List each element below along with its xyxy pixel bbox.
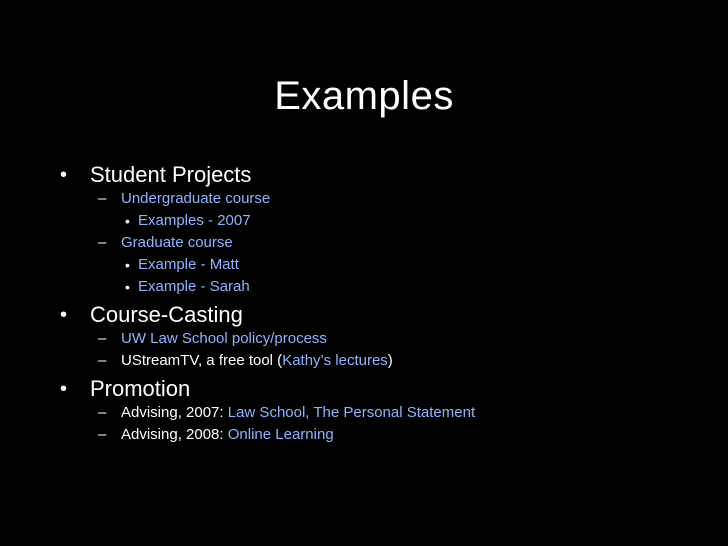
dash-icon: – [98,426,107,443]
section-label: Student Projects [90,162,252,187]
online-learning-link[interactable]: Online Learning [227,426,334,443]
examples-2007-link[interactable]: Examples - 2007 [138,212,251,229]
list-item [60,350,700,372]
kathys-lectures-link[interactable]: Kathy’s lectures [282,352,388,369]
dash-icon: – [98,352,107,369]
section-course-casting [60,302,700,328]
dash-icon: – [98,190,107,207]
section-label: Promotion [90,376,191,401]
dash-icon: – [98,234,107,251]
section-label: Course-Casting [90,302,243,327]
list-item [60,424,700,446]
list-item [60,276,700,298]
bullet-list [60,162,700,446]
bullet-icon: • [125,279,130,295]
bullet-icon: • [125,213,130,229]
item-text: ) [387,352,393,369]
list-item [60,254,700,276]
list-item [60,402,700,424]
bullet-icon: • [125,257,130,273]
bullet-icon: • [60,164,68,186]
list-item [60,328,700,350]
dash-icon: – [98,404,107,421]
section-promotion [60,376,700,402]
item-text: UStreamTV, a free tool ( [121,352,283,369]
item-text: Advising, 2007: [121,404,228,421]
bullet-icon: • [60,378,68,400]
example-sarah-link[interactable]: Example - Sarah [138,278,250,295]
dash-icon: – [98,330,107,347]
undergraduate-course-link[interactable]: Undergraduate course [121,190,271,207]
item-text: Advising, 2008: [121,426,228,443]
uw-law-policy-link[interactable]: UW Law School policy/process [121,330,327,347]
bullet-icon: • [60,304,68,326]
section-student-projects [60,162,700,188]
example-matt-link[interactable]: Example - Matt [138,256,239,273]
list-item [60,188,700,210]
personal-statement-link[interactable]: Law School, The Personal Statement [227,404,476,421]
graduate-course-link[interactable]: Graduate course [121,234,233,251]
slide-title: Examples [274,74,454,118]
list-item [60,210,700,232]
list-item [60,232,700,254]
